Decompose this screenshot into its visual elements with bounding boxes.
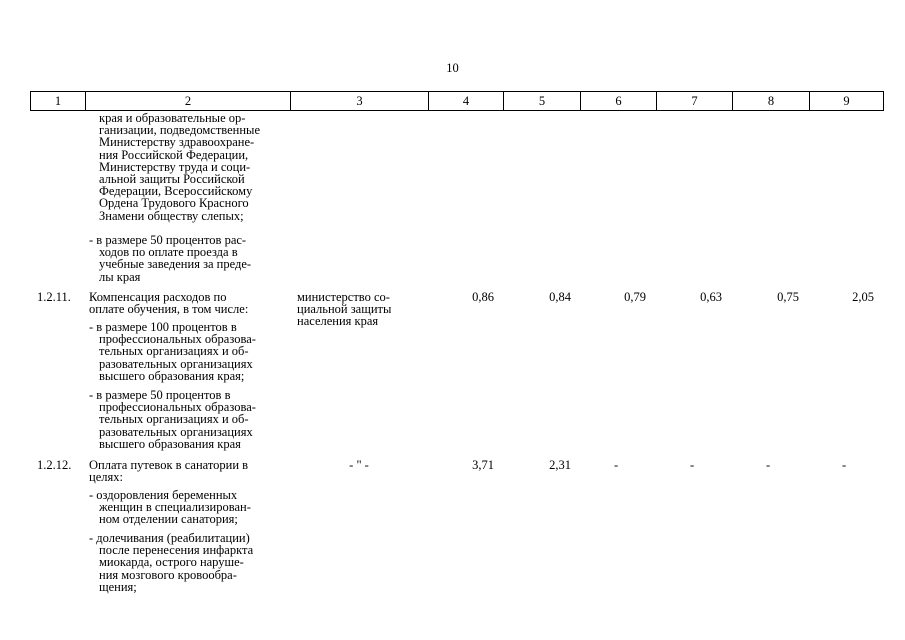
- row-value-col8: -: [766, 458, 771, 472]
- column-header-9: 9: [810, 92, 884, 111]
- row-value-col9: -: [842, 458, 847, 472]
- row-code: 1.2.12.: [37, 458, 72, 472]
- column-header-5: 5: [504, 92, 581, 111]
- page-number: 10: [446, 61, 459, 75]
- row-value-col6: -: [614, 458, 619, 472]
- row-value-col7: -: [690, 458, 695, 472]
- row-value-col4: 3,71: [472, 458, 494, 472]
- row-description-sub-2: - в размере 50 процентов в профессиональных образова- тельных организациях и об- разовательных организациях высшего образования края: [89, 388, 256, 451]
- continuation-text-block-1: края и образовательные ор- ганизации, подведомственные Министерству здравоохране- ния Российской Федерации, Министерству труда и соци- альной защиты Российской Федерации, Всероссийскому Ордена Трудового Красного Знамени обществу слепых;: [99, 111, 261, 223]
- column-header-3: 3: [291, 92, 429, 111]
- column-header-8: 8: [733, 92, 810, 111]
- row-description-sub-1: - в размере 100 процентов в профессиональных образова- тельных организациях и об- разовательных организациях высшего образования края;: [89, 320, 256, 383]
- column-header-4: 4: [429, 92, 504, 111]
- row-executor: - " -: [349, 458, 369, 472]
- row-value-col5: 0,84: [549, 290, 571, 304]
- row-value-col6: 0,79: [624, 290, 646, 304]
- row-description-main: Компенсация расходов по оплате обучения, в том числе:: [89, 290, 249, 317]
- row-value-col8: 0,75: [777, 290, 799, 304]
- row-description-sub-1: - оздоровления беременных женщин в специализирован- ном отделении санатория;: [89, 488, 251, 527]
- row-description-sub-2: - долечивания (реабилитации) после перенесения инфаркта миокарда, острого наруше- ния мозгового кровообра- щения;: [89, 531, 254, 594]
- column-header-1: 1: [31, 92, 86, 111]
- column-header-2: 2: [86, 92, 291, 111]
- column-header-row: [30, 91, 884, 111]
- continuation-text-block-2: - в размере 50 процентов рас- ходов по оплате проезда в учебные заведения за преде- лы края: [89, 233, 252, 284]
- column-header-6: 6: [581, 92, 657, 111]
- row-code: 1.2.11.: [37, 290, 71, 304]
- row-value-col4: 0,86: [472, 290, 494, 304]
- row-value-col5: 2,31: [549, 458, 571, 472]
- row-executor: министерство со- циальной защиты населения края: [297, 290, 392, 329]
- row-value-col7: 0,63: [700, 290, 722, 304]
- column-header-7: 7: [657, 92, 733, 111]
- row-description-main: Оплата путевок в санатории в целях:: [89, 458, 249, 485]
- row-value-col9: 2,05: [852, 290, 874, 304]
